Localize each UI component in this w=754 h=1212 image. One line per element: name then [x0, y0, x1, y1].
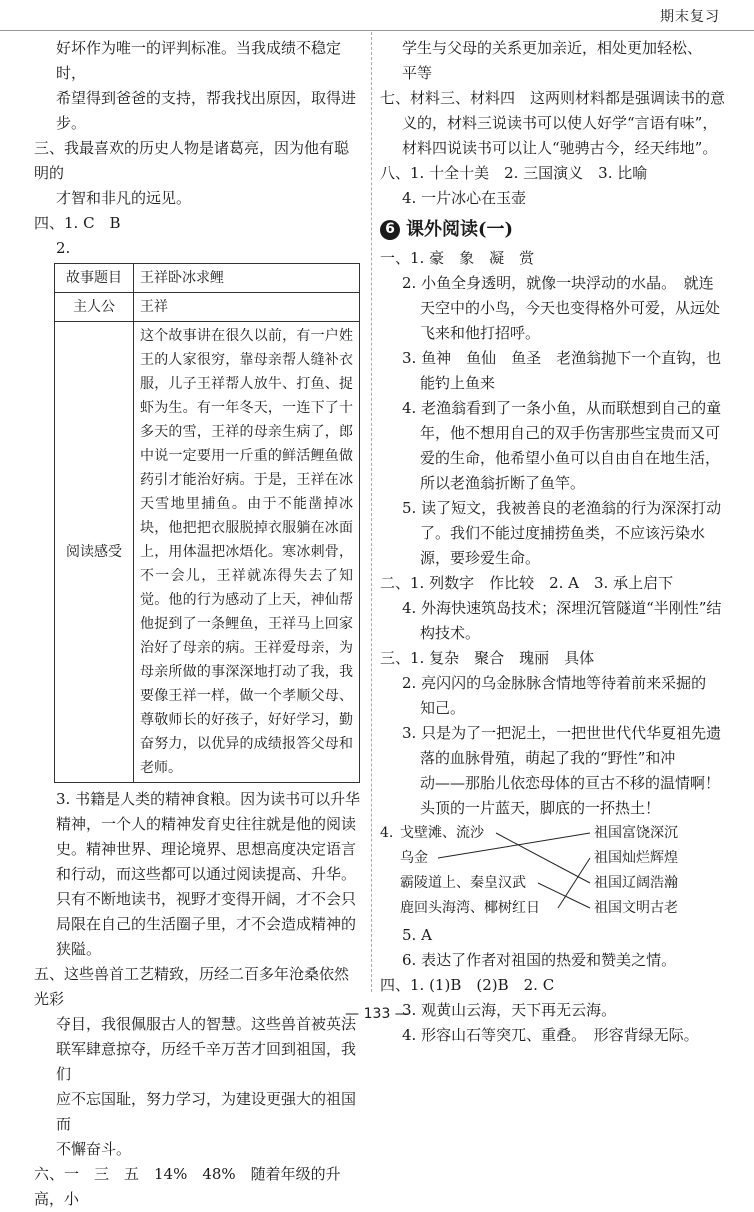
text-line: 6. 表达了作者对祖国的热爱和赞美之情。 [402, 951, 677, 969]
match-line [538, 883, 590, 908]
text-line: 三、我最喜欢的历史人物是诸葛亮，因为他有聪明的 [34, 139, 350, 182]
table-row [55, 322, 360, 783]
text-line: 应不忘国耻，努力学习，为建设更强大的祖国而 [56, 1090, 357, 1133]
text-line: 构技术。 [420, 624, 481, 642]
match-line [438, 833, 590, 858]
text-line: 所以老渔翁折断了鱼竿。 [420, 474, 586, 492]
table-row [55, 264, 360, 293]
text-line: 好坏作为唯一的评判标准。当我成绩不稳定时， [56, 39, 342, 82]
match-left-item: 乌金 [400, 850, 428, 866]
match-right-item: 祖国富饶深沉 [594, 825, 678, 841]
text-line: 4. 形容山石等突兀、重叠。 形容背绿无际。 [402, 1026, 699, 1044]
section-heading [380, 217, 730, 242]
text-line: 2. [56, 239, 71, 257]
text-line: 七、材料三、材料四 这两则材料都是强调读书的意 [380, 89, 726, 107]
text-line: 2. 小鱼全身透明，就像一块浮动的水晶。 就连 [402, 274, 714, 292]
text-line: 希望得到爸爸的支持，帮我找出原因，取得进步。 [56, 89, 357, 132]
text-line: 不懈奋斗。 [56, 1140, 132, 1158]
match-right-item: 祖国文明古老 [594, 900, 678, 916]
section-number-badge: 6 [380, 220, 400, 240]
table-key: 故事题目 [55, 264, 134, 293]
text-line: 平等 [402, 64, 433, 82]
matching-prefix: 4. [380, 825, 394, 841]
text-line: 动——那胎儿依恋母体的亘古不移的温情啊！ [420, 774, 721, 792]
page-number-value: 133 [363, 1006, 391, 1022]
table-row [55, 293, 360, 322]
text-line: 知己。 [420, 699, 466, 717]
table-value: 王祥卧冰求鲤 [134, 264, 360, 293]
text-line: 史。精神世界、理论境界、思想高度决定语言 [56, 840, 357, 858]
text-line: 5. A [402, 926, 432, 944]
table-key: 主人公 [55, 293, 134, 322]
column-divider [371, 32, 372, 992]
text-line: 八、1. 十全十美 2. 三国演义 3. 比喻 [380, 164, 648, 182]
text-line: 狭隘。 [56, 940, 102, 958]
left-column [34, 36, 362, 1212]
text-line: 二、1. 列数字 作比较 2. A 3. 承上启下 [380, 574, 674, 592]
text-line: 局限在自己的生活圈子里，才不会造成精神的 [56, 915, 357, 933]
table-key: 阅读感受 [55, 322, 134, 783]
text-line: 学生与父母的关系更加亲近，相处更加轻松、 [402, 39, 703, 57]
text-line: 一、1. 豪 象 凝 赏 [380, 249, 535, 267]
text-line: 年，他不想用自己的双手伤害那些宝贵而又可 [420, 424, 721, 442]
table-value: 这个故事讲在很久以前，有一户姓王的人家很穷，靠母亲帮人缝补衣服，儿子王祥帮人放牛、打鱼、捉虾为生。有一年冬天，一连下了十多天的雪，王祥的母亲生病了，郎中说一定要用一斤重的鲜活鲤鱼做药引才能治好病。于是，王祥在冰天雪地里捕鱼。由于不能凿掉冰块，他把把衣服脱掉衣服躺在冰面上，用体温把冰焐化。寒冰刺骨，不一会儿，王祥就冻得失去了知觉。他的行为感动了上天，神仙帮他捉到了一条鲤鱼，王祥马上回家治好了母亲的病。王祥爱母亲，为母亲所做的事深深地打动了我，我要像王祥一样，做一个孝顺父母、尊敬师长的好孩子，好好学习，勤奋努力，以优异的成绩报答父母和老师。 [134, 322, 360, 783]
text-line: 2. 亮闪闪的乌金脉脉含情地等待着前来采掘的 [402, 674, 707, 692]
text-line: 4. 老渔翁看到了一条小鱼，从而联想到自己的童 [402, 399, 722, 417]
text-line: 3. 鱼神 鱼仙 鱼圣 老渔翁抛下一个直钩，也 [402, 349, 722, 367]
page-header [0, 0, 754, 32]
text-line: 源，要珍爱生命。 [420, 549, 541, 567]
text-line: 三、1. 复杂 聚合 瑰丽 具体 [380, 649, 595, 667]
text-line: 只有不断地读书，视野才变得开阔，才不会只 [56, 890, 357, 908]
matching-exercise [380, 821, 730, 923]
text-line: 联军肆意掠夺，历经千辛万苦才回到祖国，我们 [56, 1040, 357, 1083]
right-column [380, 36, 730, 1048]
text-line: 四、1. C B [34, 214, 121, 232]
text-line: 落的血脉骨殖，萌起了我的“野性”和冲 [420, 749, 676, 767]
text-line: 能钓上鱼来 [420, 374, 496, 392]
text-line: 飞来和他打招呼。 [420, 324, 541, 342]
text-line: 爱的生命，他希望小鱼可以自由自在地生活， [420, 449, 721, 467]
text-line: 头顶的一片蓝天，脚底的一抔热土！ [420, 799, 661, 817]
text-line: 3. 观黄山云海，天下再无云海。 [402, 1001, 617, 1019]
text-line: 才智和非凡的远见。 [56, 189, 192, 207]
header-rule [0, 30, 754, 31]
match-right-item: 祖国灿烂辉煌 [594, 850, 678, 866]
text-line: 3. 只是为了一把泥土，一把世世代代华夏祖先遗 [402, 724, 722, 742]
table-value: 王祥 [134, 293, 360, 322]
text-line: 4. 一片冰心在玉壶 [402, 189, 527, 207]
match-left-item: 霸陵道上、秦皇汉武 [400, 875, 526, 891]
text-line: 天空中的小鸟，今天也变得格外可爱，从远处 [420, 299, 721, 317]
text-line: 精神，一个人的精神发育史往往就是他的阅读 [56, 815, 357, 833]
text-line: 3. 书籍是人类的精神食粮。因为读书可以升华 [56, 790, 361, 808]
text-line: 义的，材料三说读书可以使人好学“言语有味”， [402, 114, 718, 132]
text-line: 夺目，我很佩服古人的智慧。这些兽首被英法 [56, 1015, 357, 1033]
text-line: 四、1. (1)B (2)B 2. C [380, 976, 555, 994]
matching-lines [400, 821, 600, 921]
page-number: — 133 — [345, 1006, 409, 1022]
section-title: 课外阅读(一) [406, 219, 514, 240]
text-line: 六、一 三 五 14% 48% 随着年级的升高，小 [34, 1165, 341, 1208]
text-line: 材料四说读书可以让人“驰骋古今，经天纬地”。 [402, 139, 718, 157]
text-line: 和行动，而这些都可以通过阅读提高、升华。 [56, 865, 357, 883]
text-line: 了。我们不能过度捕捞鱼类，不应该污染水 [420, 524, 706, 542]
text-line: 4. 外海快速筑岛技术；深埋沉管隧道“半刚性”结 [402, 599, 722, 617]
story-table [54, 263, 360, 783]
match-right-item: 祖国辽阔浩瀚 [594, 875, 678, 891]
text-line: 5. 读了短文，我被善良的老渔翁的行为深深打动 [402, 499, 722, 517]
match-left-item: 戈壁滩、流沙 [400, 825, 484, 841]
match-left-item: 鹿回头海湾、椰树红日 [400, 900, 540, 916]
header-label: 期末复习 [660, 9, 720, 25]
text-line: 五、这些兽首工艺精致，历经二百多年沧桑依然光彩 [34, 965, 350, 1008]
